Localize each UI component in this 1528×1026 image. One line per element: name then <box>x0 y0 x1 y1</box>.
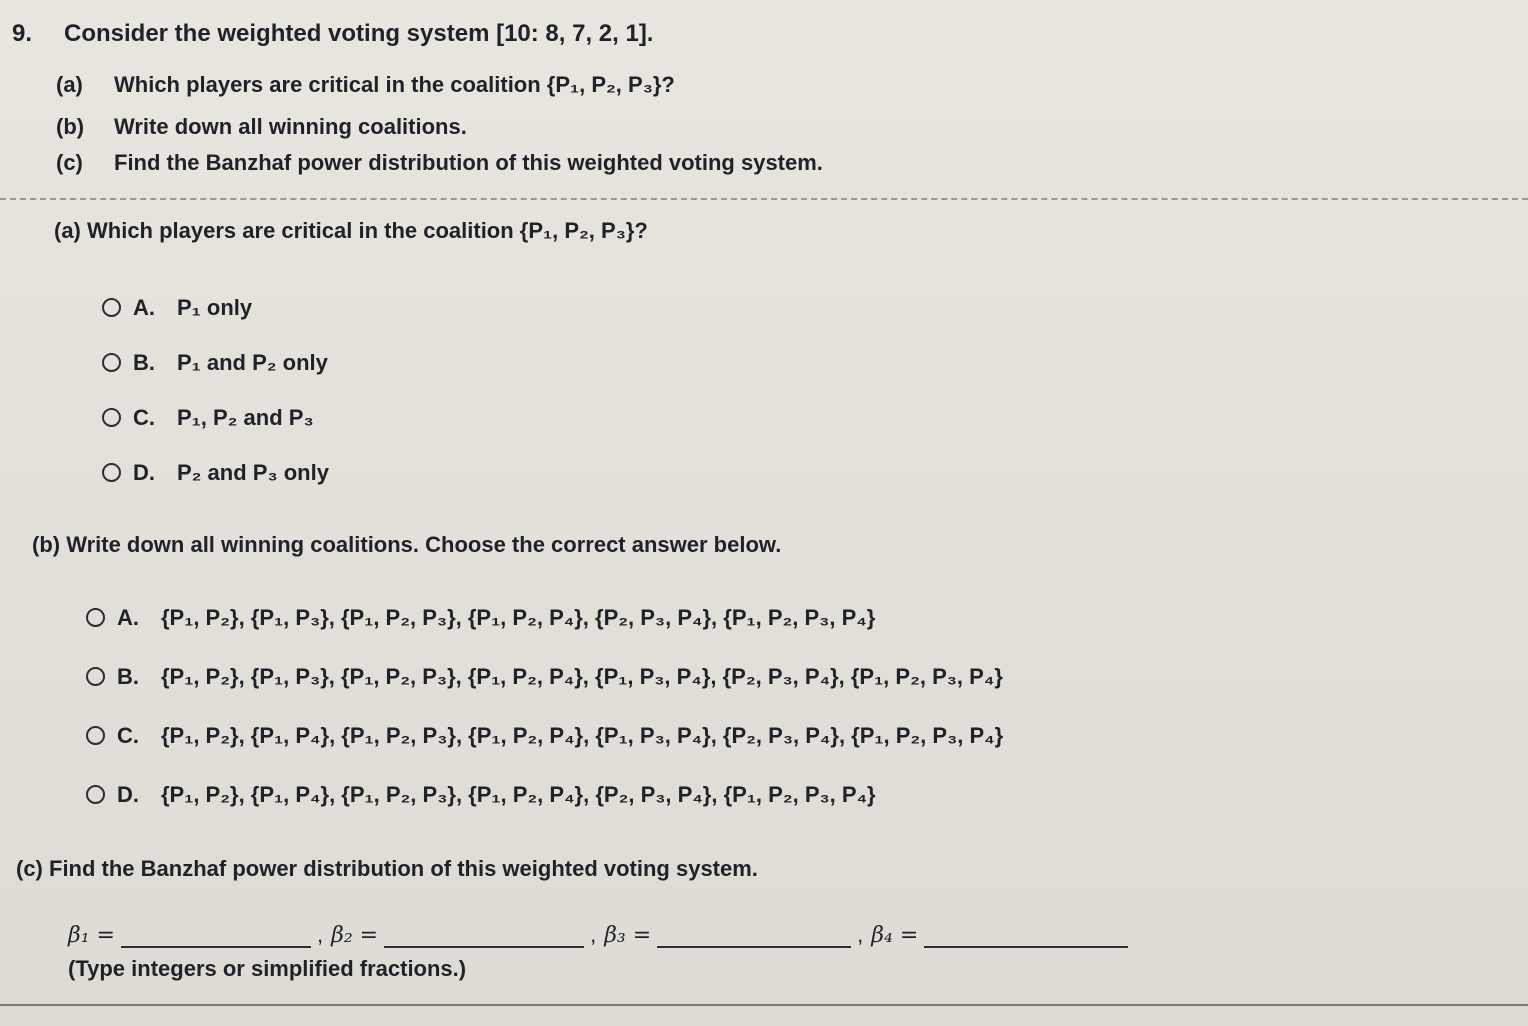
bottom-divider <box>0 1004 1528 1006</box>
subquestion-c <box>56 150 823 176</box>
subquestion-text: Which players are critical in the coalition {P₁, P₂, P₃}? <box>114 72 675 97</box>
separator: , <box>857 922 864 947</box>
part-c-title: (c) Find the Banzhaf power distribution of this weighted voting system. <box>16 856 758 881</box>
option-text: {P₁, P₂}, {P₁, P₃}, {P₁, P₂, P₃}, {P₁, P₂, P₄}, {P₁, P₃, P₄}, {P₂, P₃, P₄}, {P₁, P₂, P₃, P₄} <box>161 663 1003 689</box>
option-letter: D. <box>117 781 139 807</box>
beta-1-label: β₁ = <box>68 923 115 948</box>
beta-3-input[interactable] <box>657 916 851 948</box>
question-header <box>12 20 653 48</box>
part-a-option-c[interactable] <box>102 390 329 445</box>
radio-button[interactable] <box>86 608 105 627</box>
option-letter: D. <box>133 459 155 485</box>
option-letter: B. <box>117 663 139 689</box>
part-a-option-d[interactable] <box>102 445 329 500</box>
radio-button[interactable] <box>86 726 105 745</box>
option-text: P₂ and P₃ only <box>177 459 329 485</box>
subquestion-text: Write down all winning coalitions. <box>114 114 467 139</box>
part-a-options <box>102 280 329 500</box>
subquestion-tag: (c) <box>56 150 83 175</box>
subquestion-a <box>56 72 675 98</box>
answer-format-hint: (Type integers or simplified fractions.) <box>68 956 467 981</box>
option-text: {P₁, P₂}, {P₁, P₃}, {P₁, P₂, P₃}, {P₁, P₂, P₄}, {P₂, P₃, P₄}, {P₁, P₂, P₃, P₄} <box>161 604 876 630</box>
separator: , <box>590 922 597 947</box>
option-letter: C. <box>117 722 139 748</box>
part-b-option-a[interactable] <box>86 588 1003 647</box>
section-divider <box>0 198 1528 200</box>
radio-button[interactable] <box>102 463 121 482</box>
option-text: P₁ and P₂ only <box>177 349 328 375</box>
banzhaf-answer-row <box>68 916 1134 948</box>
option-letter: A. <box>133 294 155 320</box>
part-a-option-b[interactable] <box>102 335 329 390</box>
radio-button[interactable] <box>86 667 105 686</box>
part-a-option-a[interactable] <box>102 280 329 335</box>
part-b-title: (b) Write down all winning coalitions. Choose the correct answer below. <box>32 532 782 557</box>
option-letter: C. <box>133 404 155 430</box>
option-text: {P₁, P₂}, {P₁, P₄}, {P₁, P₂, P₃}, {P₁, P₂, P₄}, {P₁, P₃, P₄}, {P₂, P₃, P₄}, {P₁, P₂, P₃, P₄} <box>161 722 1004 748</box>
radio-button[interactable] <box>102 298 121 317</box>
part-b-option-c[interactable] <box>86 706 1003 765</box>
radio-button[interactable] <box>102 408 121 427</box>
part-a-title: (a) Which players are critical in the coalition {P₁, P₂, P₃}? <box>54 218 648 243</box>
option-letter: B. <box>133 349 155 375</box>
radio-button[interactable] <box>86 785 105 804</box>
subquestion-b <box>56 114 467 140</box>
subquestion-text: Find the Banzhaf power distribution of this weighted voting system. <box>114 150 823 175</box>
beta-2-input[interactable] <box>384 916 584 948</box>
radio-button[interactable] <box>102 353 121 372</box>
part-b-option-b[interactable] <box>86 647 1003 706</box>
beta-2-label: β₂ = <box>331 923 379 948</box>
question-number: 9. <box>12 20 33 47</box>
option-text: P₁, P₂ and P₃ <box>177 404 314 430</box>
part-b-options <box>86 588 1003 824</box>
beta-1-input[interactable] <box>121 916 311 948</box>
option-text: {P₁, P₂}, {P₁, P₄}, {P₁, P₂, P₃}, {P₁, P₂, P₄}, {P₂, P₃, P₄}, {P₁, P₂, P₃, P₄} <box>161 781 876 807</box>
beta-4-input[interactable] <box>924 916 1128 948</box>
beta-4-label: β₄ = <box>871 923 919 948</box>
option-text: P₁ only <box>177 294 253 320</box>
subquestion-tag: (b) <box>56 114 85 139</box>
subquestion-tag: (a) <box>56 72 83 97</box>
separator: , <box>316 922 324 947</box>
part-b-option-d[interactable] <box>86 765 1003 824</box>
beta-3-label: β₃ = <box>604 923 652 948</box>
question-prompt: Consider the weighted voting system [10: 8, 7, 2, 1]. <box>64 20 654 47</box>
option-letter: A. <box>117 604 139 630</box>
